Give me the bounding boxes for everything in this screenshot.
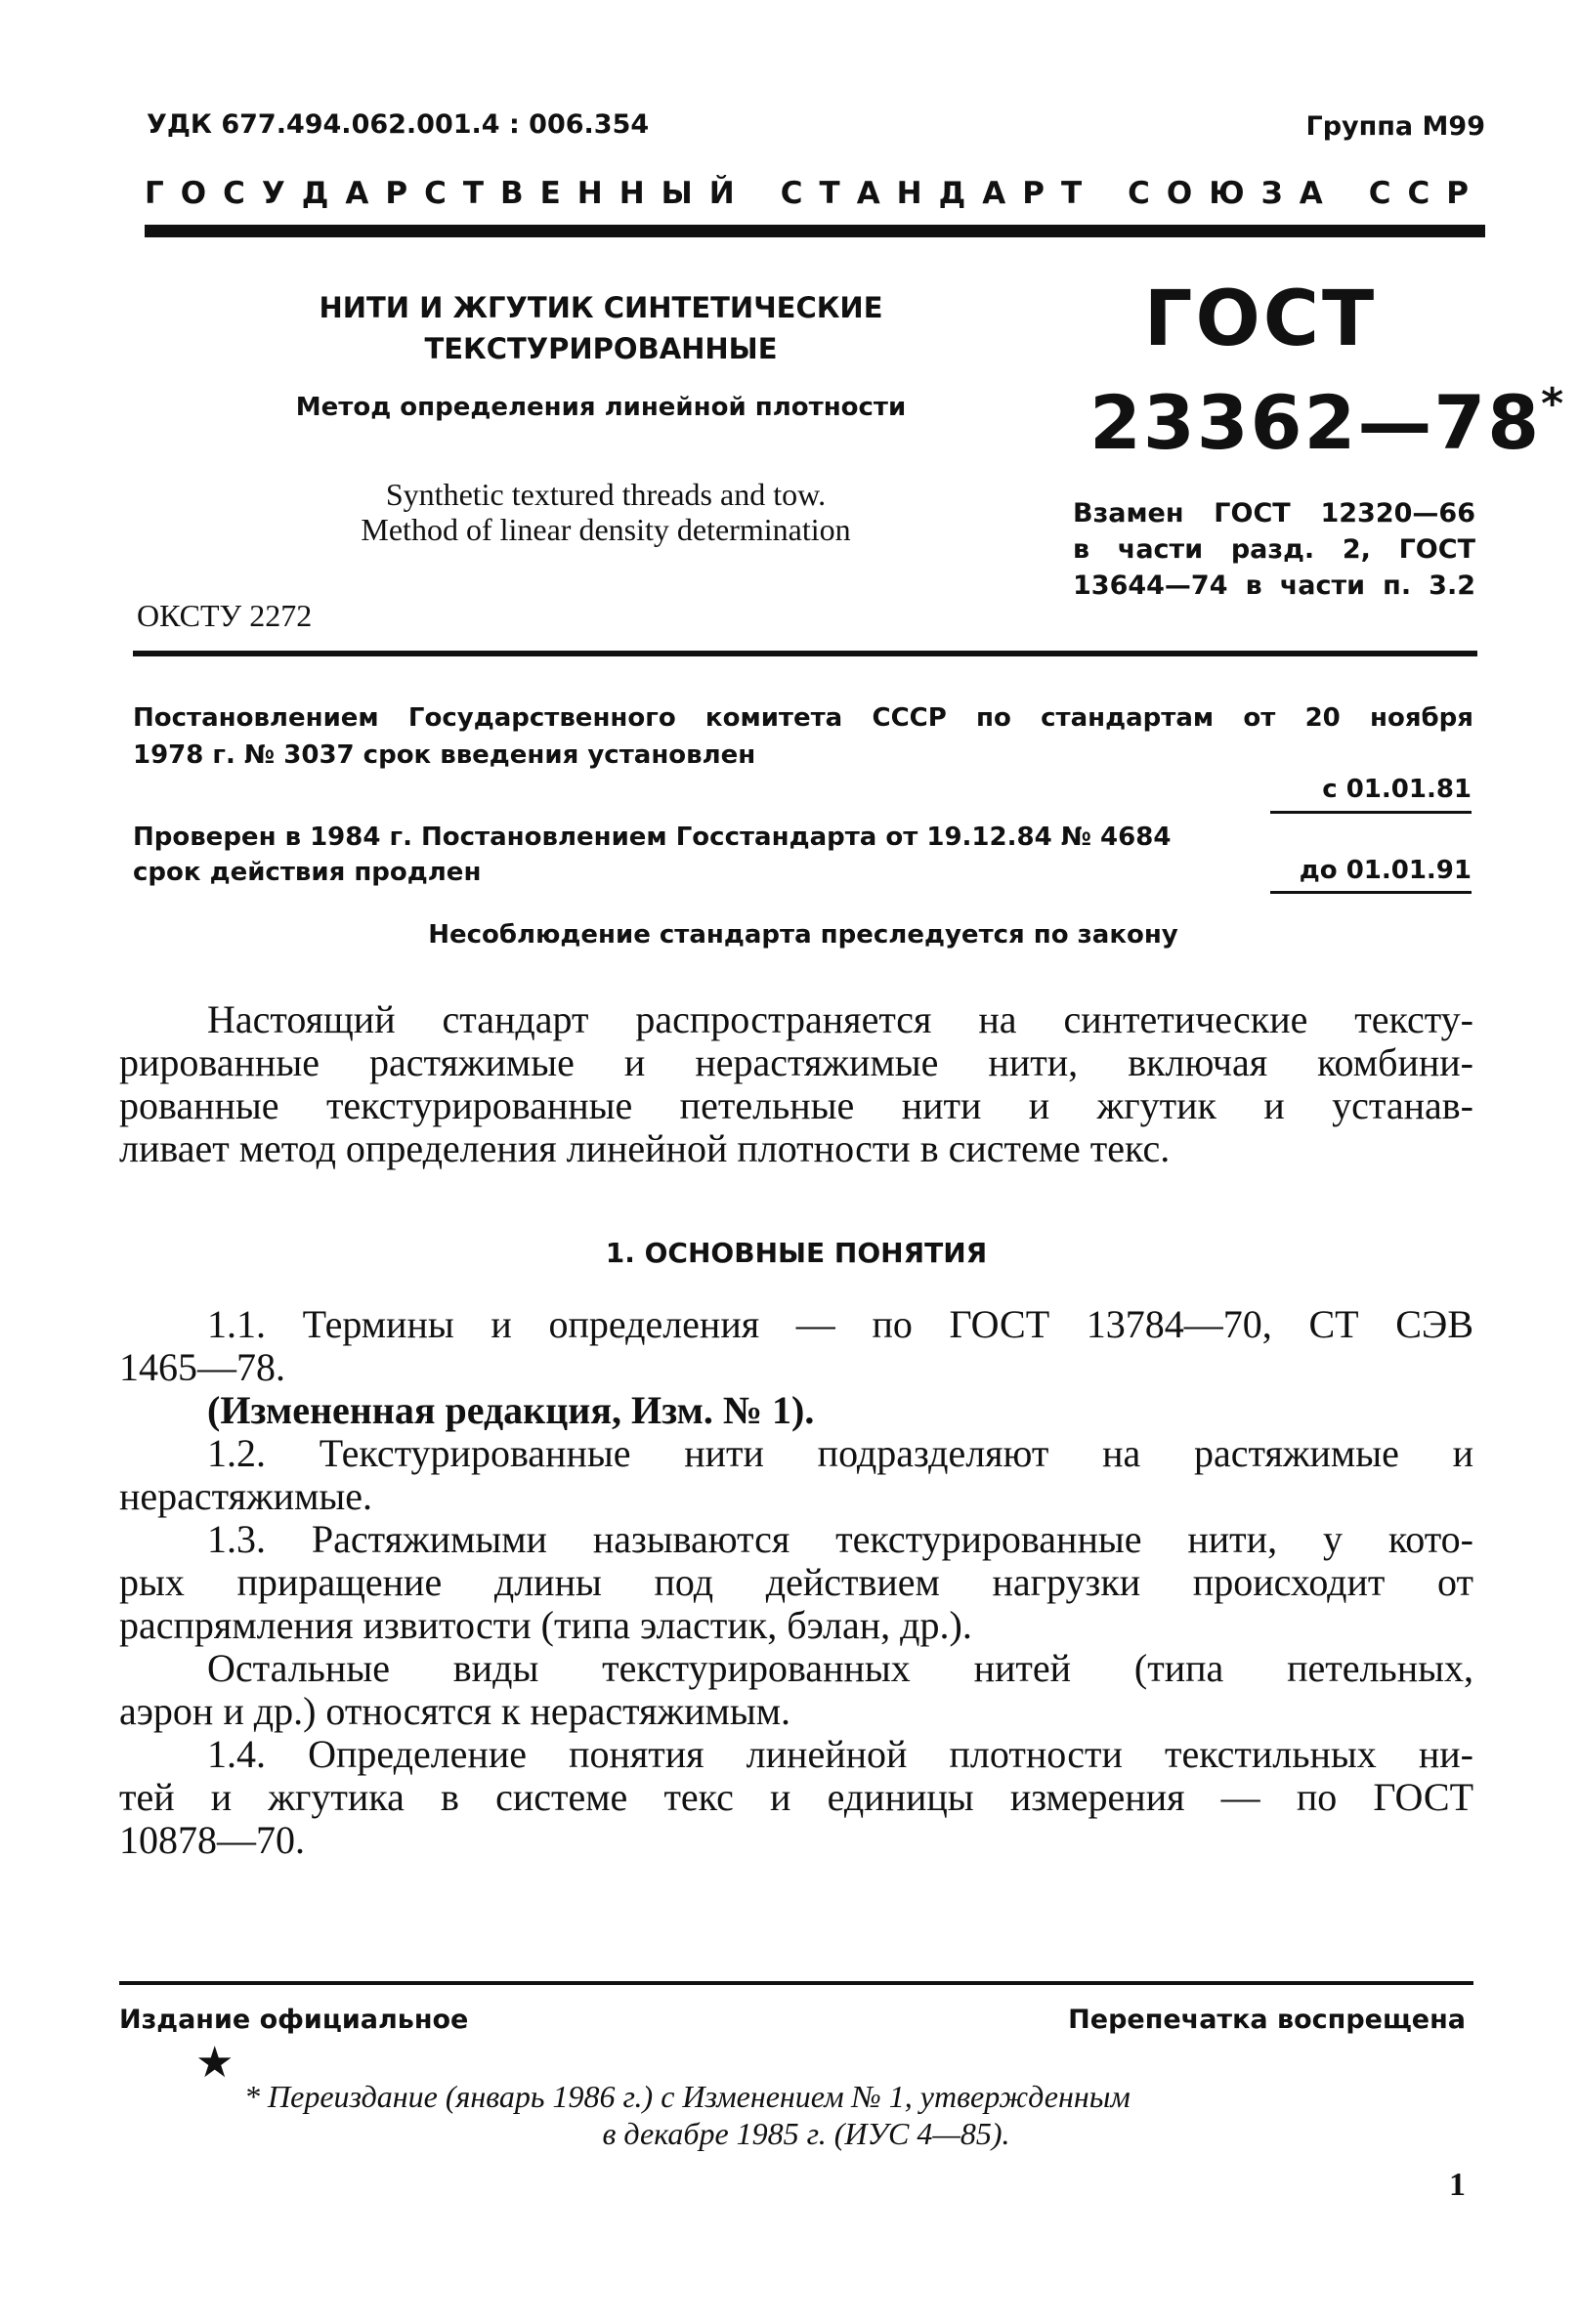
gost-number-value: 23362—78	[1089, 379, 1542, 466]
gost-label: ГОСТ	[1143, 275, 1378, 363]
english-title-line-2: Method of linear density determination	[361, 512, 851, 547]
clause-1-3b-line-1: Остальные виды текстурированных нитей (типа петельных,	[207, 1646, 1473, 1690]
english-title-line-1: Synthetic textured threads and tow.	[385, 477, 827, 512]
gost-number-star: *	[1541, 379, 1566, 429]
title-line-1: НИТИ И ЖГУТИК СИНТЕТИЧЕСКИЕ	[319, 291, 883, 324]
reissue-note-line-1: * Переиздание (январь 1986 г.) с Изменением № 1, утвержденным	[244, 2079, 1131, 2114]
subtitle: Метод определения линейной плотности	[295, 393, 907, 422]
date-effective: с 01.01.81	[1322, 775, 1472, 804]
replaces-line-3: 13644—74 в части п. 3.2	[1073, 570, 1475, 601]
intro-line-1: Настоящий стандарт распространяется на синтетические тексту-	[207, 997, 1473, 1041]
clause-1-3-line-3: распрямления извитости (типа эластик, бэлан, др.).	[119, 1603, 972, 1647]
intro-line-4: ливает метод определения линейной плотности в системе текс.	[119, 1126, 1171, 1170]
date-until-underline	[1270, 891, 1472, 894]
replaces-line-2: в части разд. 2, ГОСТ	[1073, 534, 1475, 565]
footer-rule	[119, 1981, 1473, 1985]
clause-1-1-line-1: 1.1. Термины и определения — по ГОСТ 13784—70, СТ СЭВ	[207, 1302, 1473, 1346]
clause-1-4-line-1: 1.4. Определение понятия линейной плотности текстильных ни-	[207, 1732, 1473, 1776]
check-line-2: срок действия продлен	[133, 858, 482, 887]
banner-word-3: СОЮЗА	[1128, 176, 1340, 211]
header-thick-rule	[145, 225, 1485, 237]
title-block-rule	[133, 651, 1477, 656]
decree-line-2: 1978 г. № 3037 срок введения установлен	[133, 740, 756, 770]
section-heading: 1. ОСНОВНЫЕ ПОНЯТИЯ	[605, 1237, 988, 1269]
udk-code: УДК 677.494.062.001.4 : 006.354	[147, 109, 650, 140]
page-number: 1	[1449, 2167, 1466, 2203]
clause-1-4-line-2: тей и жгутика в системе текс и единицы измерения — по ГОСТ	[119, 1775, 1473, 1819]
star-icon: ★	[195, 2038, 235, 2088]
gost-number	[1089, 379, 1566, 466]
clause-1-1-line-2: 1465—78.	[119, 1345, 285, 1389]
clause-1-2-line-2: нерастяжимые.	[119, 1474, 373, 1518]
decree-line-1: Постановлением Государственного комитета СССР по стандартам от 20 ноября	[133, 703, 1473, 733]
banner-word-2: СТАНДАРТ	[780, 176, 1099, 211]
banner-word-4: ССР	[1368, 176, 1485, 211]
clause-1-4-line-3: 10878—70.	[119, 1818, 305, 1862]
intro-line-2: рированные растяжимые и нерастяжимые нити, включая комбини-	[119, 1040, 1473, 1084]
clause-1-1-note: (Измененная редакция, Изм. № 1).	[207, 1388, 815, 1432]
clause-1-2-line-1: 1.2. Текстурированные нити подразделяют на растяжимые и	[207, 1431, 1473, 1475]
clause-1-3-line-1: 1.3. Растяжимыми называются текстурированные нити, у кото-	[207, 1517, 1473, 1561]
clause-1-3-line-2: рых приращение длины под действием нагрузки происходит от	[119, 1560, 1473, 1604]
intro-paragraph	[119, 998, 1473, 1170]
replaces-line-1: Взамен ГОСТ 12320—66	[1073, 498, 1475, 528]
date-effective-underline	[1270, 811, 1472, 814]
intro-line-3: рованные текстурированные петельные нити и жгутик и устанав-	[119, 1083, 1473, 1127]
banner-word-1: ГОСУДАРСТВЕННЫЙ	[145, 176, 751, 211]
state-standard-banner	[145, 176, 1485, 211]
group-code: Группа М99	[1305, 111, 1485, 142]
section-body	[119, 1303, 1473, 1862]
law-warning: Несоблюдение стандарта преследуется по закону	[428, 920, 1178, 950]
reissue-note-line-2: в декабре 1985 г. (ИУС 4—85).	[602, 2116, 1010, 2151]
official-edition: Издание официальное	[119, 2005, 469, 2035]
reprint-prohibited: Перепечатка воспрещена	[1068, 2005, 1466, 2035]
okstu-code: ОКСТУ 2272	[137, 598, 313, 633]
title-line-2: ТЕКСТУРИРОВАННЫЕ	[424, 332, 778, 365]
date-until: до 01.01.91	[1299, 856, 1472, 885]
check-line-1: Проверен в 1984 г. Постановлением Госстандарта от 19.12.84 № 4684	[133, 823, 1172, 852]
clause-1-3b-line-2: аэрон и др.) относятся к нерастяжимым.	[119, 1689, 791, 1733]
